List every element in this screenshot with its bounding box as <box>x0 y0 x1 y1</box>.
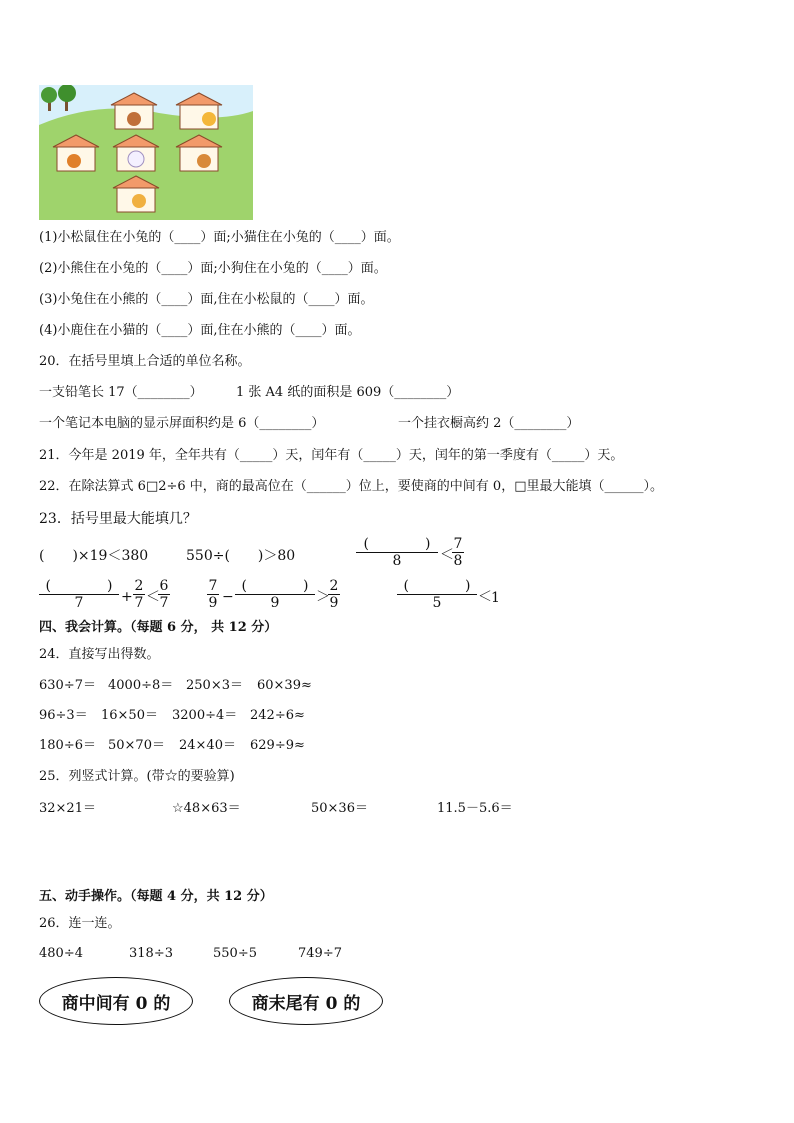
less-than-sign: ＜ <box>146 589 160 605</box>
calc-item: 250×3＝ <box>186 678 243 693</box>
q20-item-laptop: 一个笔记本电脑的显示屏面积约是 6（________） <box>39 416 325 431</box>
section-4-title: 四、我会计算。（每题 6 分， 共 12 分） <box>39 620 278 635</box>
q26-title: 26．连一连。 <box>39 916 121 931</box>
match-target-quotient-middle-zero[interactable] <box>39 977 193 1025</box>
vertical-calc-item: 32×21＝ <box>39 801 96 816</box>
vertical-calc-item: 50×36＝ <box>311 801 368 816</box>
calc-item: 50×70＝ <box>108 738 165 753</box>
vertical-calc-item: ☆48×63＝ <box>172 801 241 816</box>
q23-frac-2-lhs: ( ) 7 <box>39 578 119 611</box>
oval-label: 商末尾有 0 的 <box>251 993 361 1014</box>
match-target-quotient-end-zero[interactable] <box>229 977 383 1025</box>
q23-frac-1-lhs: ( ) 8 <box>356 536 438 569</box>
greater-than-sign: ＞ <box>316 589 330 605</box>
q19-line-1: (1)小松鼠住在小兔的（____）面;小猫住在小兔的（____）面。 <box>39 230 400 245</box>
q24-title: 24．直接写出得数。 <box>39 647 160 662</box>
match-item[interactable]: 749÷7 <box>298 946 342 961</box>
calc-item: 629÷9≈ <box>250 738 305 753</box>
q23-frac-2-rhs: $\frac{6}{7}$ <box>159 578 169 611</box>
minus-sign: − <box>222 589 234 605</box>
animal-houses-illustration <box>39 85 253 220</box>
calc-item: 4000÷8＝ <box>108 678 174 693</box>
match-item[interactable]: 480÷4 <box>39 946 83 961</box>
q20-item-a4: 1 张 A4 纸的面积是 609（________） <box>236 385 460 400</box>
plus-sign: + <box>121 589 133 605</box>
cat-icon <box>202 112 216 126</box>
q19-line-2: (2)小熊住在小兔的（____）面;小狗住在小兔的（____）面。 <box>39 261 387 276</box>
q20-item-wardrobe: 一个挂衣橱高约 2（________） <box>398 416 580 431</box>
vertical-calc-item: 11.5－5.6＝ <box>437 801 513 816</box>
calc-item: 242÷6≈ <box>250 708 305 723</box>
calc-item: 24×40＝ <box>179 738 236 753</box>
q23-frac-4-rhs: 1 <box>491 590 500 606</box>
q23-expr-2: 550÷( )＞80 <box>186 548 296 564</box>
less-than-sign: ＜ <box>440 547 454 563</box>
calc-item: 630÷7＝ <box>39 678 96 693</box>
calc-item: 180÷6＝ <box>39 738 96 753</box>
deer-icon <box>132 194 146 208</box>
q23-frac-3-rhs: $\frac{2}{9}$ <box>329 578 339 611</box>
bear-icon <box>67 154 81 168</box>
q19-line-3: (3)小兔住在小熊的（____）面,住在小松鼠的（____）面。 <box>39 292 374 307</box>
q23-frac-2-b: $\frac{2}{7}$ <box>134 578 144 611</box>
calc-item: 3200÷4＝ <box>172 708 238 723</box>
match-item[interactable]: 318÷3 <box>129 946 173 961</box>
less-than-sign: ＜ <box>478 589 492 605</box>
q23-frac-4-lhs: ( ) 5 <box>397 578 477 611</box>
q23-frac-3-a: $\frac{7}{9}$ <box>208 578 218 611</box>
q20-item-pencil: 一支铅笔长 17（________） <box>39 385 203 400</box>
rabbit-icon <box>128 151 144 167</box>
squirrel-icon <box>127 112 141 126</box>
q23-expr-1: ( )×19＜380 <box>39 548 149 564</box>
q22: 22．在除法算式 6□2÷6 中，商的最高位在（______）位上，要使商的中间有 0，□里最大能填（______）。 <box>39 479 663 494</box>
q21: 21．今年是 2019 年，全年共有（_____）天，闰年有（_____）天，闰年的第一季度有（_____）天。 <box>39 448 624 463</box>
calc-item: 60×39≈ <box>257 678 312 693</box>
q23-frac-3-lhs: ( ) 9 <box>235 578 315 611</box>
calc-item: 16×50＝ <box>101 708 158 723</box>
oval-label: 商中间有 0 的 <box>61 993 171 1014</box>
section-5-title: 五、动手操作。（每题 4 分，共 12 分） <box>39 889 273 904</box>
q25-title: 25．列竖式计算。(带☆的要验算) <box>39 769 235 784</box>
q20-title: 20．在括号里填上合适的单位名称。 <box>39 354 251 369</box>
q19-line-4: (4)小鹿住在小猫的（____）面,住在小熊的（____）面。 <box>39 323 361 338</box>
q23-frac-1-rhs: $\frac{7}{8}$ <box>453 536 463 569</box>
q23-title: 23．括号里最大能填几？ <box>39 511 197 527</box>
dog-icon <box>197 154 211 168</box>
match-item[interactable]: 550÷5 <box>213 946 257 961</box>
calc-item: 96÷3＝ <box>39 708 88 723</box>
